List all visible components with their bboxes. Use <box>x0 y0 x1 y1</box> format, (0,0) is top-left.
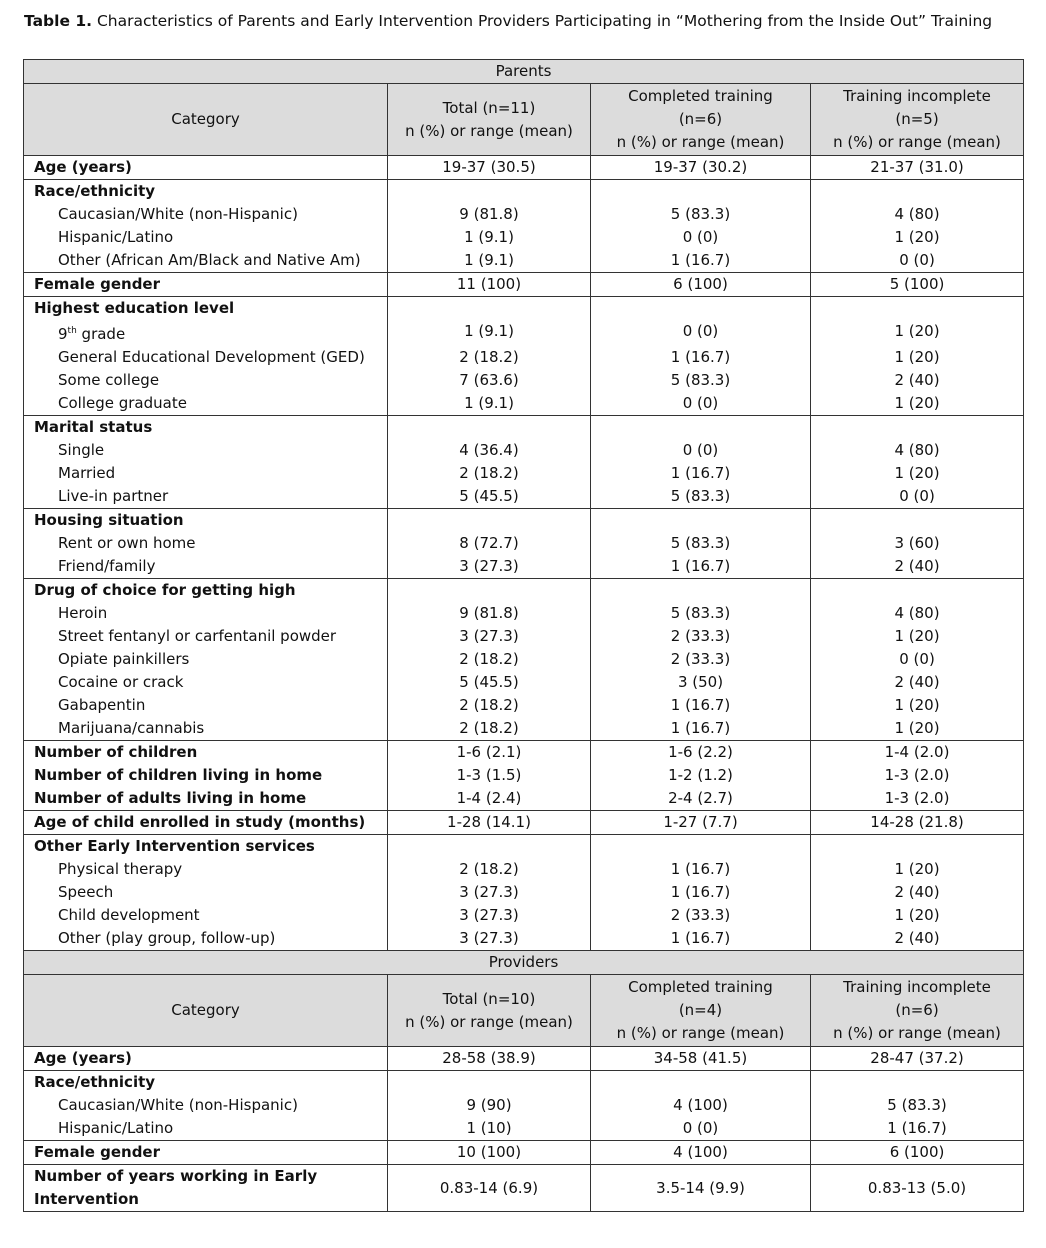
row-value: 6 (100) <box>591 273 811 297</box>
row-value: 2 (33.3) <box>591 904 811 927</box>
row-value: 1 (20) <box>811 625 1024 648</box>
row-label: Other (African Am/Black and Native Am) <box>24 249 388 273</box>
table-row <box>24 741 1024 765</box>
row-value: 1-28 (14.1) <box>388 811 591 835</box>
row-value: 5 (83.3) <box>591 485 811 509</box>
row-value: 0 (0) <box>811 648 1024 671</box>
row-label: Number of children living in home <box>24 764 388 787</box>
row-value: 1 (16.7) <box>591 881 811 904</box>
row-value <box>811 835 1024 859</box>
parents-section-row <box>24 60 1024 84</box>
table-row <box>24 671 1024 694</box>
row-value: 0 (0) <box>591 439 811 462</box>
row-label: Speech <box>24 881 388 904</box>
row-value: 5 (83.3) <box>811 1094 1024 1117</box>
row-value: 1 (16.7) <box>591 858 811 881</box>
caption-label: Table 1. <box>24 12 93 30</box>
row-value: 1-3 (2.0) <box>811 764 1024 787</box>
row-label: Single <box>24 439 388 462</box>
row-value: 1 (9.1) <box>388 320 591 346</box>
row-label: Live-in partner <box>24 485 388 509</box>
header-line: Total (n=10) <box>442 989 536 1008</box>
row-value: 19-37 (30.5) <box>388 156 591 180</box>
table-row <box>24 1165 1024 1212</box>
characteristics-table <box>23 59 1024 1212</box>
row-label: Some college <box>24 369 388 392</box>
table-row <box>24 439 1024 462</box>
row-value <box>811 1071 1024 1095</box>
row-value: 1-4 (2.0) <box>811 741 1024 765</box>
row-label: Caucasian/White (non-Hispanic) <box>24 1094 388 1117</box>
row-value: 8 (72.7) <box>388 532 591 555</box>
row-value: 4 (100) <box>591 1141 811 1165</box>
row-value: 5 (45.5) <box>388 671 591 694</box>
row-value: 1 (20) <box>811 694 1024 717</box>
row-label: Rent or own home <box>24 532 388 555</box>
table-row <box>24 346 1024 369</box>
header-col3 <box>811 84 1024 156</box>
row-value: 0 (0) <box>591 392 811 416</box>
row-value <box>591 579 811 603</box>
row-value: 2-4 (2.7) <box>591 787 811 811</box>
row-value: 4 (80) <box>811 439 1024 462</box>
table-row <box>24 1117 1024 1141</box>
row-value: 1-3 (1.5) <box>388 764 591 787</box>
table-row <box>24 625 1024 648</box>
row-label: Age (years) <box>24 156 388 180</box>
table-row <box>24 297 1024 321</box>
header-col1 <box>388 84 591 156</box>
row-label: Drug of choice for getting high <box>24 579 388 603</box>
table-row <box>24 416 1024 440</box>
row-value: 1-2 (1.2) <box>591 764 811 787</box>
row-value: 1-3 (2.0) <box>811 787 1024 811</box>
parents-section-title: Parents <box>24 60 1024 84</box>
table-row <box>24 904 1024 927</box>
row-label: Street fentanyl or carfentanil powder <box>24 625 388 648</box>
row-value: 5 (83.3) <box>591 532 811 555</box>
row-value: 3 (27.3) <box>388 625 591 648</box>
table-row <box>24 509 1024 533</box>
row-value: 0 (0) <box>591 1117 811 1141</box>
row-value <box>591 180 811 204</box>
row-value: 1-27 (7.7) <box>591 811 811 835</box>
table-row <box>24 485 1024 509</box>
row-value: 1 (16.7) <box>591 694 811 717</box>
row-label: Race/ethnicity <box>24 1071 388 1095</box>
table-row <box>24 602 1024 625</box>
row-value: 1-6 (2.2) <box>591 741 811 765</box>
row-value: 3 (50) <box>591 671 811 694</box>
providers-section-title: Providers <box>24 951 1024 975</box>
table-row <box>24 180 1024 204</box>
row-label: Highest education level <box>24 297 388 321</box>
row-value <box>388 180 591 204</box>
row-label: Housing situation <box>24 509 388 533</box>
table-row <box>24 579 1024 603</box>
ordinal-suffix: th <box>67 326 77 336</box>
providers-header-row <box>24 975 1024 1047</box>
row-value <box>591 297 811 321</box>
row-value: 4 (100) <box>591 1094 811 1117</box>
row-label: College graduate <box>24 392 388 416</box>
header-line: Completed training <box>628 978 773 996</box>
row-value <box>811 180 1024 204</box>
header-line: n (%) or range (mean) <box>616 133 785 151</box>
header-line: n (%) or range (mean) <box>616 1024 785 1042</box>
row-value: 1-4 (2.4) <box>388 787 591 811</box>
row-label: Other (play group, follow-up) <box>24 927 388 951</box>
row-value: 2 (18.2) <box>388 346 591 369</box>
row-value: 2 (18.2) <box>388 717 591 741</box>
row-value: 2 (33.3) <box>591 625 811 648</box>
row-label: 9th grade <box>24 320 388 346</box>
row-value: 1 (20) <box>811 462 1024 485</box>
row-value: 3 (27.3) <box>388 927 591 951</box>
header-col3 <box>811 975 1024 1047</box>
row-label: Race/ethnicity <box>24 180 388 204</box>
header-category: Category <box>24 84 388 156</box>
row-value <box>591 835 811 859</box>
providers-section-row <box>24 951 1024 975</box>
table-row <box>24 858 1024 881</box>
row-value: 1 (20) <box>811 717 1024 741</box>
header-line: n (%) or range (mean) <box>833 1024 1001 1042</box>
parents-header-row <box>24 84 1024 156</box>
table-row <box>24 811 1024 835</box>
row-value: 9 (81.8) <box>388 203 591 226</box>
row-value: 1 (16.7) <box>591 249 811 273</box>
table-row <box>24 249 1024 273</box>
row-value <box>811 579 1024 603</box>
row-value: 1 (16.7) <box>591 717 811 741</box>
row-value: 1 (9.1) <box>388 392 591 416</box>
header-line: (n=6) <box>895 1001 939 1019</box>
row-value: 0 (0) <box>591 226 811 249</box>
table-row <box>24 835 1024 859</box>
table-row <box>24 392 1024 416</box>
header-line: Training incomplete <box>843 87 991 105</box>
row-value: 1 (9.1) <box>388 226 591 249</box>
row-value: 0 (0) <box>591 320 811 346</box>
header-line: (n=5) <box>895 110 939 128</box>
row-value: 5 (83.3) <box>591 203 811 226</box>
row-label: Cocaine or crack <box>24 671 388 694</box>
row-value: 0.83-13 (5.0) <box>811 1165 1024 1212</box>
row-label: Other Early Intervention services <box>24 835 388 859</box>
row-value: 4 (80) <box>811 203 1024 226</box>
row-value <box>811 509 1024 533</box>
row-value: 2 (18.2) <box>388 858 591 881</box>
header-line: n (%) or range (mean) <box>405 121 573 140</box>
row-label: Marijuana/cannabis <box>24 717 388 741</box>
table-row <box>24 320 1024 346</box>
header-col2 <box>591 84 811 156</box>
row-value: 28-47 (37.2) <box>811 1047 1024 1071</box>
row-value: 1 (20) <box>811 320 1024 346</box>
row-value: 1-6 (2.1) <box>388 741 591 765</box>
row-value: 7 (63.6) <box>388 369 591 392</box>
row-label: Child development <box>24 904 388 927</box>
row-value: 1 (10) <box>388 1117 591 1141</box>
row-label: Opiate painkillers <box>24 648 388 671</box>
row-value: 5 (100) <box>811 273 1024 297</box>
row-label: Number of adults living in home <box>24 787 388 811</box>
row-value: 2 (18.2) <box>388 694 591 717</box>
row-value: 4 (80) <box>811 602 1024 625</box>
row-value: 2 (40) <box>811 671 1024 694</box>
row-value: 1 (20) <box>811 858 1024 881</box>
row-value: 1 (20) <box>811 226 1024 249</box>
table-row <box>24 881 1024 904</box>
row-value <box>388 579 591 603</box>
row-value: 2 (18.2) <box>388 648 591 671</box>
row-value: 2 (40) <box>811 881 1024 904</box>
row-value: 1 (16.7) <box>591 927 811 951</box>
header-col2 <box>591 975 811 1047</box>
row-value: 1 (16.7) <box>591 346 811 369</box>
row-value: 28-58 (38.9) <box>388 1047 591 1071</box>
row-label: Female gender <box>24 1141 388 1165</box>
row-value: 1 (16.7) <box>811 1117 1024 1141</box>
table-row <box>24 1094 1024 1117</box>
row-value: 1 (9.1) <box>388 249 591 273</box>
row-value <box>591 416 811 440</box>
row-value: 3 (60) <box>811 532 1024 555</box>
row-value: 2 (40) <box>811 927 1024 951</box>
row-value <box>811 297 1024 321</box>
row-value: 0.83-14 (6.9) <box>388 1165 591 1212</box>
table-row <box>24 787 1024 811</box>
header-line: Completed training <box>628 87 773 105</box>
row-value: 0 (0) <box>811 249 1024 273</box>
row-value: 4 (36.4) <box>388 439 591 462</box>
row-value: 19-37 (30.2) <box>591 156 811 180</box>
row-label: Hispanic/Latino <box>24 226 388 249</box>
table-caption <box>24 12 992 30</box>
row-value <box>591 509 811 533</box>
table-row <box>24 927 1024 951</box>
row-value: 1 (16.7) <box>591 462 811 485</box>
table-row <box>24 717 1024 741</box>
row-value: 2 (18.2) <box>388 462 591 485</box>
row-value <box>388 297 591 321</box>
table-row <box>24 226 1024 249</box>
row-value: 10 (100) <box>388 1141 591 1165</box>
row-value: 1 (20) <box>811 346 1024 369</box>
row-label: Number of children <box>24 741 388 765</box>
row-value: 21-37 (31.0) <box>811 156 1024 180</box>
header-line: Training incomplete <box>843 978 991 996</box>
table-row <box>24 369 1024 392</box>
row-label: Physical therapy <box>24 858 388 881</box>
row-value: 5 (83.3) <box>591 602 811 625</box>
table-row <box>24 1141 1024 1165</box>
caption-text: Characteristics of Parents and Early Intervention Providers Participating in “Mothering from the Inside Out” Training <box>92 12 993 30</box>
table-row <box>24 273 1024 297</box>
row-value: 3 (27.3) <box>388 555 591 579</box>
row-value: 5 (83.3) <box>591 369 811 392</box>
table-row <box>24 555 1024 579</box>
row-value: 3 (27.3) <box>388 904 591 927</box>
row-value: 1 (20) <box>811 392 1024 416</box>
row-label: Friend/family <box>24 555 388 579</box>
row-value: 34-58 (41.5) <box>591 1047 811 1071</box>
row-value <box>811 416 1024 440</box>
table-row <box>24 648 1024 671</box>
header-line: n (%) or range (mean) <box>405 1012 573 1031</box>
row-value: 9 (90) <box>388 1094 591 1117</box>
row-value <box>388 509 591 533</box>
row-label: Caucasian/White (non-Hispanic) <box>24 203 388 226</box>
row-label: Heroin <box>24 602 388 625</box>
row-label: Gabapentin <box>24 694 388 717</box>
row-value: 0 (0) <box>811 485 1024 509</box>
table-row <box>24 694 1024 717</box>
row-value: 14-28 (21.8) <box>811 811 1024 835</box>
row-label: Female gender <box>24 273 388 297</box>
row-value: 1 (16.7) <box>591 555 811 579</box>
header-line: (n=6) <box>678 110 723 128</box>
header-line: n (%) or range (mean) <box>833 133 1001 151</box>
row-label: Hispanic/Latino <box>24 1117 388 1141</box>
row-value: 9 (81.8) <box>388 602 591 625</box>
row-value: 2 (33.3) <box>591 648 811 671</box>
table-row <box>24 1047 1024 1071</box>
row-value: 3 (27.3) <box>388 881 591 904</box>
row-value <box>388 416 591 440</box>
table-row <box>24 764 1024 787</box>
table-row <box>24 462 1024 485</box>
header-line: (n=4) <box>678 1001 723 1019</box>
row-label: Number of years working in Early Intervention <box>24 1165 388 1212</box>
row-value: 1 (20) <box>811 904 1024 927</box>
row-label: Age (years) <box>24 1047 388 1071</box>
row-label: General Educational Development (GED) <box>24 346 388 369</box>
table-row <box>24 156 1024 180</box>
row-value: 2 (40) <box>811 369 1024 392</box>
row-value: 5 (45.5) <box>388 485 591 509</box>
row-label: Marital status <box>24 416 388 440</box>
row-value: 11 (100) <box>388 273 591 297</box>
table-row <box>24 1071 1024 1095</box>
table-row <box>24 203 1024 226</box>
row-label: Married <box>24 462 388 485</box>
row-value <box>388 1071 591 1095</box>
header-line: Total (n=11) <box>442 98 536 117</box>
row-value: 3.5-14 (9.9) <box>591 1165 811 1212</box>
row-value <box>591 1071 811 1095</box>
table-row <box>24 532 1024 555</box>
row-label: Age of child enrolled in study (months) <box>24 811 388 835</box>
header-category: Category <box>24 975 388 1047</box>
row-value: 6 (100) <box>811 1141 1024 1165</box>
row-value: 2 (40) <box>811 555 1024 579</box>
row-value <box>388 835 591 859</box>
header-col1 <box>388 975 591 1047</box>
